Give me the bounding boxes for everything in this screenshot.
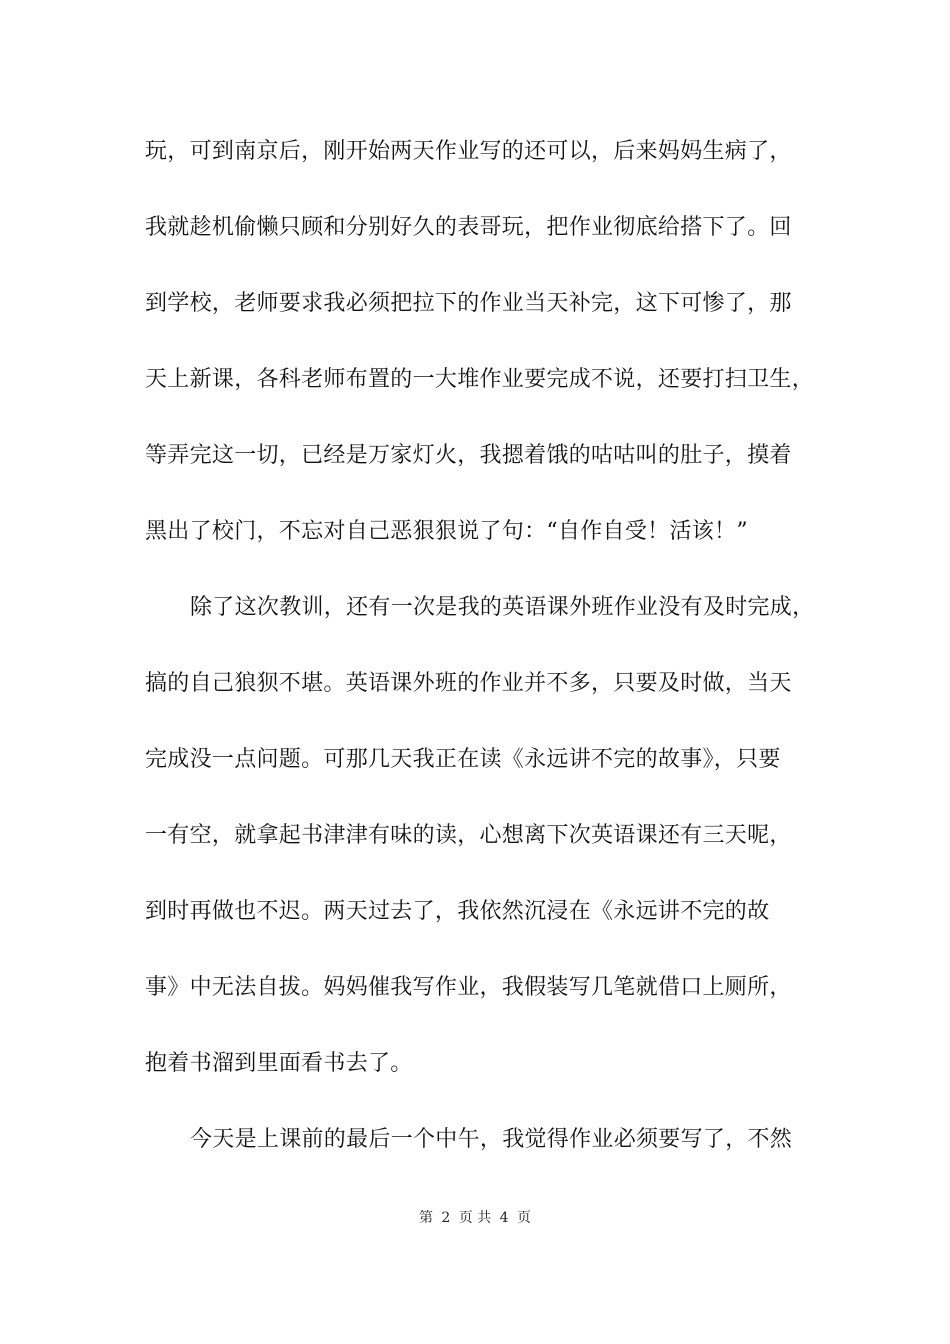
text-line: 完成没一点问题。可那几天我正在读《永远讲不完的故事》，只要 xyxy=(145,747,781,772)
paragraph-first-line: 今天是上课前的最后一个中午，我觉得作业必须要写了，不然 xyxy=(190,1127,793,1152)
text-line: 一有空，就拿起书津津有味的读，心想离下次英语课还有三天呢， xyxy=(145,823,792,848)
footer-current-page: 2 xyxy=(441,1210,451,1226)
text-line: 玩，可到南京后，刚开始两天作业写的还可以，后来妈妈生病了， xyxy=(145,139,792,164)
text-line: 我就趁机偷懒只顾和分别好久的表哥玩，把作业彻底给搭下了。回 xyxy=(145,215,792,240)
footer-suffix: 页 xyxy=(517,1210,532,1226)
footer-total-pages: 4 xyxy=(499,1210,509,1226)
text-line: 抱着书溜到里面看书去了。 xyxy=(145,1051,413,1076)
text-line: 等弄完这一切，已经是万家灯火，我摁着饿的咕咕叫的肚子，摸着 xyxy=(145,443,792,468)
text-line: 到学校，老师要求我必须把拉下的作业当天补完，这下可惨了，那 xyxy=(145,291,792,316)
footer-middle: 页 共 xyxy=(458,1210,492,1226)
page-footer xyxy=(0,1208,950,1228)
paragraph-first-line: 除了这次教训，还有一次是我的英语课外班作业没有及时完成， xyxy=(190,595,815,620)
text-line: 事》中无法自拔。妈妈催我写作业，我假装写几笔就借口上厕所， xyxy=(145,975,792,1000)
text-line: 天上新课，各科老师布置的一大堆作业要完成不说，还要打扫卫生， xyxy=(145,367,815,392)
text-line: 搞的自己狼狈不堪。英语课外班的作业并不多，只要及时做，当天 xyxy=(145,671,792,696)
text-line: 到时再做也不迟。两天过去了，我依然沉浸在《永远讲不完的故 xyxy=(145,899,770,924)
text-line: 黑出了校门，不忘对自己恶狠狠说了句：“自作自受！活该！” xyxy=(145,519,748,544)
footer-prefix: 第 xyxy=(418,1210,433,1226)
